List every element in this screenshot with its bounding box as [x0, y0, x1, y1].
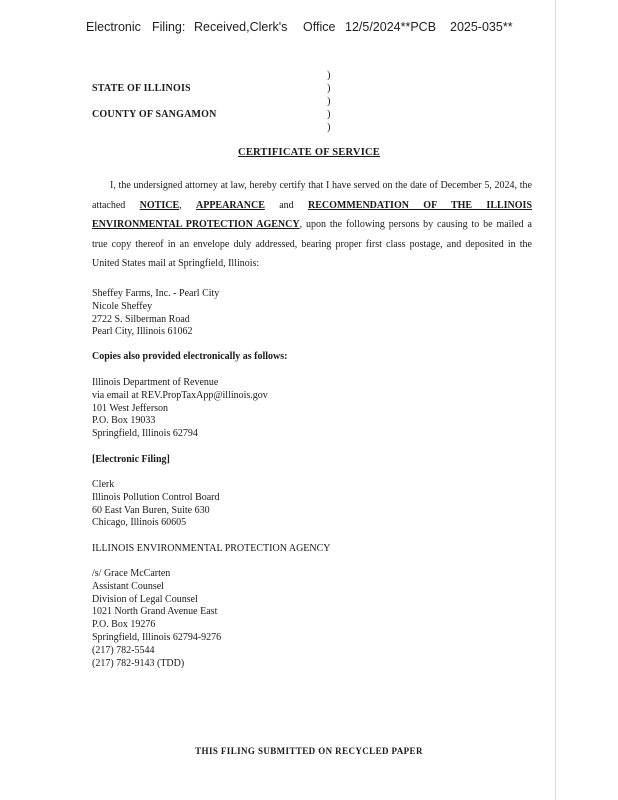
address-line: via email at REV.PropTaxApp@illinois.gov	[92, 389, 268, 401]
address-line: Illinois Pollution Control Board	[92, 491, 220, 503]
document-title: CERTIFICATE OF SERVICE	[238, 147, 380, 158]
recommendation-doc-title: RECOMMENDATION OF THE ILLINOIS ENVIRONMENTAL PROTECTION AGENCY	[92, 199, 533, 231]
signature-line: Springfield, Illinois 62794-9276	[92, 631, 222, 643]
caption-paren: )	[327, 96, 331, 107]
recipient-address	[92, 288, 219, 339]
signature-block	[92, 568, 221, 670]
filing-stamp	[0, 20, 618, 36]
revenue-address	[92, 377, 268, 441]
stamp-received: Received,Clerk's	[194, 20, 288, 34]
signature-line: /s/ Grace McCarten	[92, 568, 171, 579]
electronic-copies-heading: Copies also provided electronically as follows:	[92, 351, 288, 362]
recycled-paper-footer: THIS FILING SUBMITTED ON RECYCLED PAPER	[195, 746, 423, 756]
separator: and	[264, 199, 309, 211]
address-line: 60 East Van Buren, Suite 630	[92, 504, 210, 516]
certification-paragraph	[92, 176, 532, 274]
address-line: P.O. Box 19033	[92, 415, 156, 427]
appearance-doc-title: APPEARANCE	[195, 199, 265, 211]
address-line: 2722 S. Silberman Road	[92, 313, 190, 325]
signature-line: 1021 North Grand Avenue East	[92, 606, 218, 618]
signature-line: Division of Legal Counsel	[92, 593, 198, 605]
address-line: Clerk	[92, 479, 115, 490]
signature-line: (217) 782-5544	[92, 644, 155, 656]
certification-text: I, the undersigned attorney at law, hereby certify that I have served on the date of December 5, 2024, the attached	[92, 180, 532, 211]
signature-line: Assistant Counsel	[92, 580, 164, 592]
stamp-case-number: 2025-035**	[450, 20, 513, 34]
clerk-address	[92, 479, 220, 530]
address-line: Chicago, Illinois 60605	[92, 517, 187, 529]
notice-doc-title: NOTICE	[139, 199, 180, 211]
stamp-date: 12/5/2024**PCB	[345, 20, 437, 34]
caption-paren: )	[327, 83, 331, 94]
signature-line: (217) 782-9143 (TDD)	[92, 657, 185, 669]
address-line: Pearl City, Illinois 61062	[92, 326, 193, 338]
address-line: 101 West Jefferson	[92, 402, 169, 414]
signature-line: P.O. Box 19276	[92, 619, 156, 631]
agency-name: ILLINOIS ENVIRONMENTAL PROTECTION AGENCY	[92, 543, 331, 554]
separator: ,	[179, 199, 196, 211]
address-line: Sheffey Farms, Inc. - Pearl City	[92, 288, 220, 299]
certification-text: , upon the following persons by causing to be mailed a true copy thereof in an envelope duly addressed, bearing proper first class postage, and deposited in the United States mail at Springfield, Illinois:	[92, 219, 532, 270]
address-line: Nicole Sheffey	[92, 300, 153, 312]
stamp-filing: Filing:	[152, 20, 186, 34]
address-line: Springfield, Illinois 62794	[92, 428, 198, 440]
stamp-office: Office	[303, 20, 336, 34]
address-line: Illinois Department of Revenue	[92, 377, 219, 388]
caption-state: STATE OF ILLINOIS	[92, 83, 191, 94]
page-edge-line	[555, 0, 556, 800]
stamp-electronic: Electronic	[86, 20, 141, 34]
caption-paren: )	[327, 70, 331, 81]
caption-paren: )	[327, 122, 331, 133]
electronic-filing-heading: [Electronic Filing]	[92, 454, 170, 465]
caption-paren: )	[327, 109, 331, 120]
caption-county: COUNTY OF SANGAMON	[92, 109, 217, 120]
